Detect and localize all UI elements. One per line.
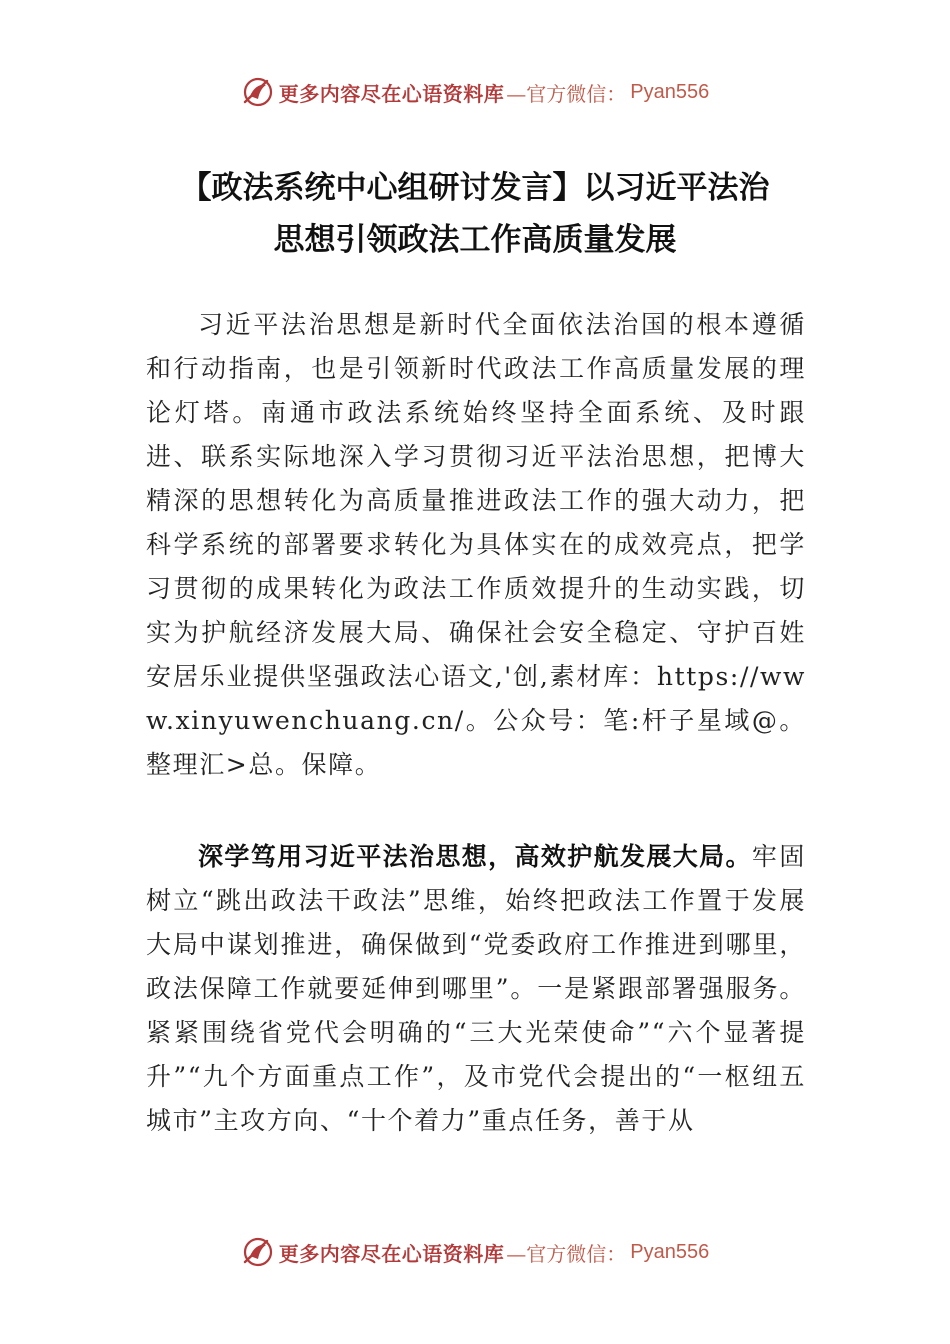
banner-library-text: 更多内容尽在心语资料库 — [278, 81, 505, 106]
paragraph-intro: 习近平法治思想是新时代全面依法治国的根本遵循和行动指南，也是引领新时代政法工作高质量发展的理论灯塔。南通市政法系统始终坚持全面系统、及时跟进、联系实际地深入学习贯彻习近平法治思想，把博大精深的思想转化为高质量推进政法工作的强大动力，把科学系统的部署要求转化为具体实在的成效亮点，把学习贯彻的成果转化为政法工作质效提升的生动实践，切实为护航经济发展大局、确保社会安全稳定、守护百姓安居乐业提供坚强政法心语文,'创,素材库：https://www.xinyuwenchuang.cn/。公众号：笔:杆子星域@。整理汇>总。保障。 — [146, 310, 806, 779]
footer-banner — [0, 1232, 950, 1272]
banner-wechat-id: Pyan556 — [630, 80, 710, 103]
banner-wechat-label: —官方微信： — [506, 81, 627, 106]
banner-wechat-label: —官方微信： — [506, 1241, 627, 1266]
section-lead-heading: 深学笃用习近平法治思想，高效护航发展大局。 — [198, 842, 752, 871]
banner-library-text: 更多内容尽在心语资料库 — [278, 1241, 505, 1266]
banner-wechat-id: Pyan556 — [630, 1240, 710, 1263]
title-line-1: 【政法系统中心组研讨发言】以习近平法治 — [180, 170, 770, 206]
brand-logo-icon — [241, 1235, 275, 1269]
document-title — [100, 162, 850, 266]
header-banner — [0, 72, 950, 112]
section-body-text: 牢固树立“跳出政法干政法”思维，始终把政法工作置于发展大局中谋划推进，确保做到“党委政府工作推进到哪里，政法保障工作就要延伸到哪里”。一是紧跟部署强服务。紧紧围绕省党代会明确的“三大光荣使命”“六个显著提升”“九个方面重点工作”，及市党代会提出的“一枢纽五城市”主攻方向、“十个着力”重点任务，善于从 — [146, 842, 806, 1135]
brand-logo-icon — [241, 75, 275, 109]
paragraph-section-1 — [146, 835, 806, 1143]
title-line-2: 思想引领政法工作高质量发展 — [273, 222, 677, 258]
